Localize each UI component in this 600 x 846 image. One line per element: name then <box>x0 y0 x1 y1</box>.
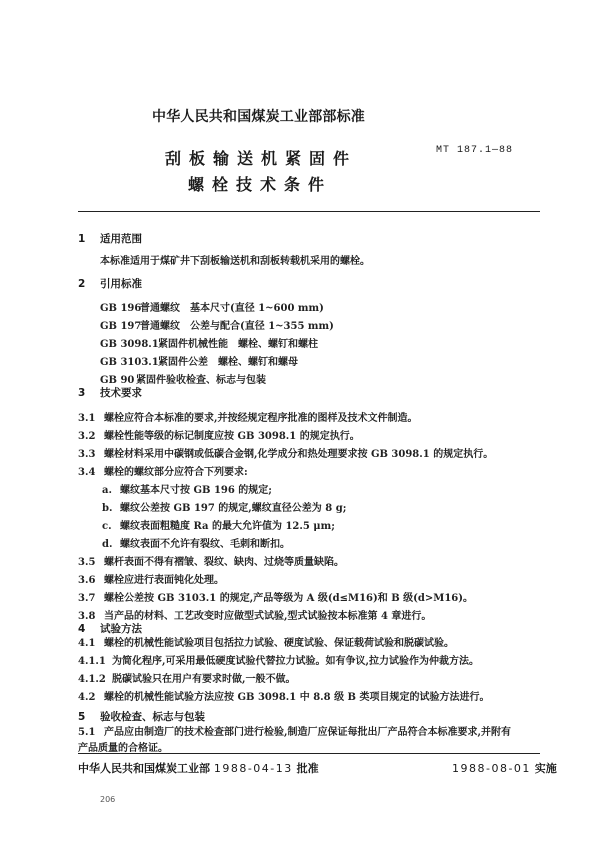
page-number: 206 <box>100 795 116 804</box>
section-1-paragraph: 本标准适用于煤矿井下刮板输送机和刮板转载机采用的螺栓。 <box>100 256 370 267</box>
section-heading-5: 5 验收检查、标志与包装 <box>78 711 205 723</box>
header-divider <box>78 211 540 212</box>
standard-number: MT 187.1—88 <box>436 145 514 156</box>
clause-5-1: 5.1 产品应由制造厂的技术检查部门进行检验,制造厂应保证每批出厂产品符合本标准要求,并附有 <box>78 727 511 738</box>
clause-3-1: 3.1 螺栓应符合本标准的要求,并按经规定程序批准的图样及技术文件制造。 <box>78 413 418 424</box>
effective-date: 1988-08-01 <box>452 762 531 775</box>
reference-item: GB 3103.1紧固件公差 螺栓、螺钉和螺母 <box>100 357 298 368</box>
clause-4-1-2: 4.1.2 脱碳试验只在用户有要求时做,一般不做。 <box>78 674 296 685</box>
clause-4-1: 4.1 螺栓的机械性能试验项目包括拉力试验、硬度试验、保证载荷试验和脱碳试验。 <box>78 638 454 649</box>
clause-3-8: 3.8 当产品的材料、工艺改变时应做型式试验,型式试验按本标准第 4 章进行。 <box>78 611 432 622</box>
clause-3-3: 3.3 螺栓材料采用中碳钢或低碳合金钢,化学成分和热处理要求按 GB 3098.1 的规定执行。 <box>78 449 494 460</box>
ministry-standard-heading: 中华人民共和国煤炭工业部部标准 <box>152 109 365 125</box>
clause-3-6: 3.6 螺栓应进行表面钝化处理。 <box>78 575 224 586</box>
reference-item: GB 3098.1紧固件机械性能 螺栓、螺钉和螺柱 <box>100 339 318 350</box>
clause-3-4-item-c: c. 螺纹表面粗糙度 Ra 的最大允许值为 12.5 μm; <box>102 521 335 532</box>
approval-line: 中华人民共和国煤炭工业部 1988-04-13 批准 <box>78 762 319 775</box>
clause-3-4-item-b: b. 螺纹公差按 GB 197 的规定,螺纹直径公差为 8 g; <box>102 503 347 514</box>
section-heading-4: 4 试验方法 <box>78 623 142 635</box>
footer-divider <box>78 753 540 754</box>
section-heading-3: 3 技术要求 <box>78 387 142 399</box>
reference-item: GB 196普通螺纹 基本尺寸(直径 1~600 mm) <box>100 303 324 314</box>
document-title-line1: 刮板输送机紧固件 <box>165 149 358 168</box>
approval-date: 1988-04-13 <box>213 762 293 775</box>
section-heading-2: 2 引用标准 <box>78 278 142 290</box>
clause-3-4-item-d: d. 螺纹表面不允许有裂纹、毛刺和断扣。 <box>102 539 290 550</box>
clause-3-4-item-a: a. 螺纹基本尺寸按 GB 196 的规定; <box>102 485 273 496</box>
reference-item: GB 90 紧固件验收检查、标志与包装 <box>100 375 266 386</box>
clause-5-1-continuation: 产品质量的合格证。 <box>78 743 168 754</box>
effective-line: 1988-08-01 实施 <box>452 762 557 775</box>
reference-item: GB 197普通螺纹 公差与配合(直径 1~355 mm) <box>100 321 334 332</box>
clause-3-2: 3.2 螺栓性能等级的标记制度应按 GB 3098.1 的规定执行。 <box>78 431 360 442</box>
section-heading-1: 1 适用范围 <box>78 233 142 245</box>
clause-3-5: 3.5 螺杆表面不得有褶皱、裂纹、缺肉、过烧等质量缺陷。 <box>78 557 344 568</box>
clause-3-7: 3.7 螺栓公差按 GB 3103.1 的规定,产品等级为 A 级(d≤M16)和 B 级(d>M16)。 <box>78 593 473 604</box>
clause-3-4: 3.4 螺栓的螺纹部分应符合下列要求: <box>78 467 248 478</box>
clause-4-1-1: 4.1.1 为简化程序,可采用最低硬度试验代替拉力试验。如有争议,拉力试验作为仲裁方法。 <box>78 656 479 667</box>
clause-4-2: 4.2 螺栓的机械性能试验方法应按 GB 3098.1 中 8.8 级 B 类项目规定的试验方法进行。 <box>78 692 490 703</box>
document-title-line2: 螺栓技术条件 <box>188 175 333 194</box>
